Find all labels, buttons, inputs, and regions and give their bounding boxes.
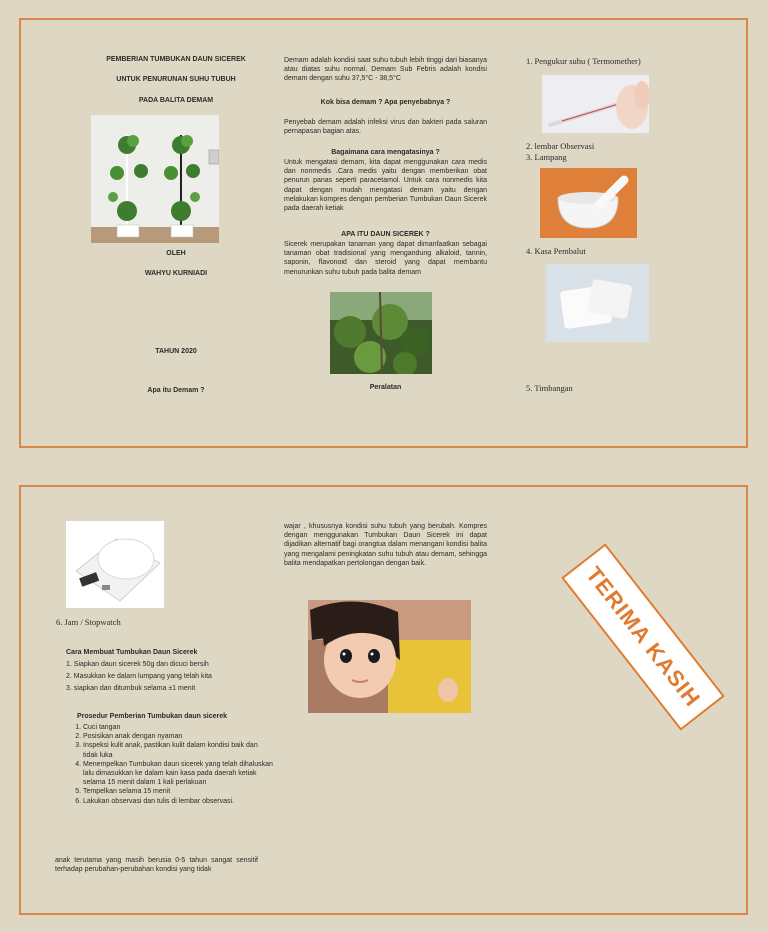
scale-image — [66, 521, 164, 608]
cara-membuat-heading: Cara Membuat Tumbukan Daun Sicerek — [66, 649, 198, 656]
prosedur-list — [69, 723, 273, 806]
bottom-paragraph: anak terutama yang masih berusia 0-5 tahun sangat sensitif terhadap perubahan-perubahan kondisi yang tidak — [55, 857, 258, 874]
mengatasi-paragraph: Untuk mengatasi demam, kita dapat menggunakan cara medis dan nonmedis .Cara medis yaitu dengan memberikan obat penurun panas seperti paracetamol. Untuk cara nonmedis kita dapat dengan mudah mengatasi demam yaitu dengan melakukan kompres dengan pemberian Tumbukan Daun Sicerek pada daerah ketiak — [284, 159, 487, 213]
prosedur-step: 5. Tempelkan selama 15 menit — [83, 787, 273, 796]
sicerek-paragraph: Sicerek merupakan tanaman yang dapat dimanfaatkan sebagai tanaman obat tradisional yang mengandung alkaloid, tannin, saponin, flavonoid dan steroid yang dapat membantu menurunkan suhu tubuh pada balita demam — [284, 241, 487, 276]
sicerek-heading: APA ITU DAUN SICEREK ? — [341, 231, 430, 238]
terima-kasih-banner — [561, 543, 725, 730]
apa-demam-heading: Apa itu Demam ? — [147, 387, 205, 394]
title-line-1: PEMBERIAN TUMBUKAN DAUN SICEREK — [106, 56, 246, 63]
plant-stand-image — [91, 115, 219, 243]
prosedur-step: 3. Inspeksi kulit anak, pastikan kulit dalam kondisi baik dan tidak luka — [83, 741, 273, 759]
year-label: TAHUN 2020 — [155, 348, 197, 355]
cara-step-2: 2. Masukkan ke dalam lumpang yang telah kita — [66, 673, 212, 680]
demam-paragraph: Demam adalah kondisi saat suhu tubuh lebih tinggi dari biasanya atau diatas suhu normal. Demam Sub Febris adalah kondisi demam dengan suhu 37,5°C - 38,5°C — [284, 57, 487, 83]
oleh-label: OLEH — [166, 250, 186, 257]
thermometer-image — [542, 75, 649, 133]
terima-kasih-text: TERIMA KASIH — [581, 561, 706, 712]
equipment-item-3: 3. Lampang — [526, 152, 567, 162]
kompres-paragraph: wajar , khususnya kondisi suhu tubuh yang berubah. Kompres dengan menggunakan Tumbukan Daun Sicerek ini dapat dijadikan alternatif bagi orangtua dalam menangani kondisi balita yang mengalami peningkatan suhu tubuh atau demam, sehingga balita mendapatkan pertolongan dengan baik. — [284, 523, 487, 567]
prosedur-step: 6. Lakukan observasi dan tulis di lembar observasi. — [83, 797, 273, 806]
brochure-back-panel — [19, 485, 748, 915]
title-line-3: PADA BALITA DEMAM — [138, 97, 214, 104]
sicerek-plant-image — [330, 292, 432, 374]
penyebab-heading: Kok bisa demam ? Apa penyebabnya ? — [320, 99, 451, 106]
child-photo — [308, 600, 471, 713]
equipment-item-6: 6. Jam / Stopwatch — [56, 617, 121, 627]
gauze-image — [546, 264, 649, 342]
title-line-2: UNTUK PENURUNAN SUHU TUBUH — [116, 76, 236, 83]
prosedur-step: 4. Menempelkan Tumbukan daun sicerek yang telah dihaluskan lalu dimasukkan ke dalam kain kasa pada daerah ketiak selama 15 menit dalam 1 kali perlakuan — [83, 760, 273, 788]
equipment-item-1: 1. Pengukur suhu ( Termomether) — [526, 56, 641, 66]
brochure-front-panel — [19, 18, 748, 448]
cara-step-1: 1. Siapkan daun sicerek 50g dan dicuci bersih — [66, 661, 209, 668]
cara-step-3: 3. siapkan dan ditumbuk selama ±1 menit — [66, 685, 196, 692]
penyebab-paragraph: Penyebab demam adalah infeksi virus dan bakteri pada saluran pernapasan bagian atas. — [284, 119, 487, 136]
equipment-item-5: 5. Timbangan — [526, 383, 573, 393]
equipment-item-2: 2. lembar Observasi — [526, 141, 595, 151]
prosedur-heading: Prosedur Pemberian Tumbukan daun sicerek — [77, 713, 228, 720]
mortar-pestle-image — [540, 168, 637, 238]
author-name: WAHYU KURNIADI — [144, 270, 208, 277]
peralatan-heading: Peralatan — [369, 384, 402, 391]
prosedur-step: 2. Posisikan anak dengan nyaman — [83, 732, 273, 741]
mengatasi-heading: Bagaimana cara mengatasinya ? — [331, 149, 440, 156]
prosedur-step: 1. Cuci tangan — [83, 723, 273, 732]
equipment-item-4: 4. Kasa Pembalut — [526, 246, 586, 256]
